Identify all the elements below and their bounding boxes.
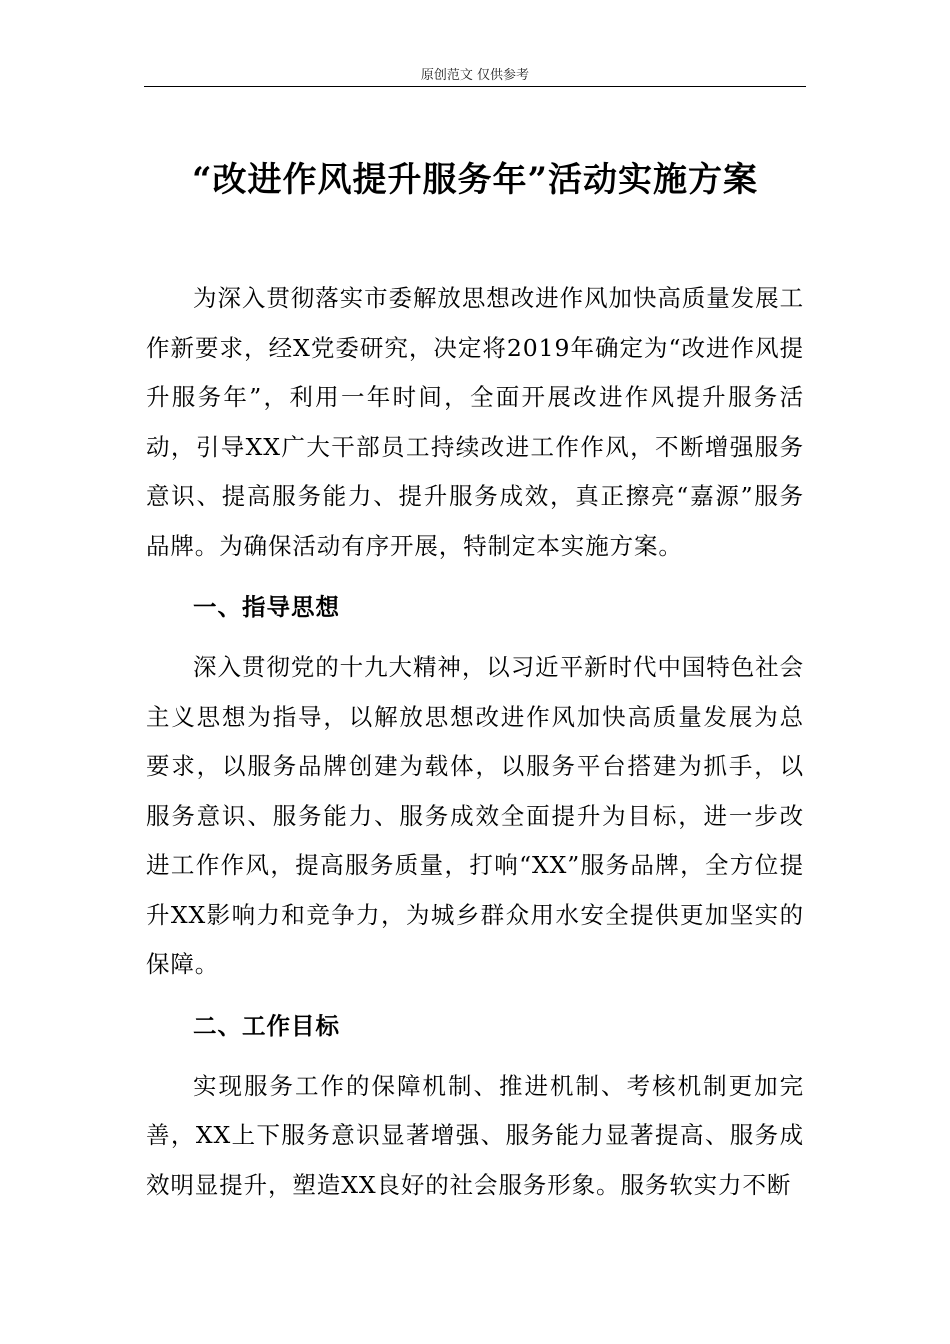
section-paragraph-guiding-thought: 深入贯彻党的十九大精神，以习近平新时代中国特色社会主义思想为指导，以解放思想改进作风加快高质量发展为总要求，以服务品牌创建为载体，以服务平台搭建为抓手，以服务意识、服务能力、服务成效全面提升为目标，进一步改进工作作风，提高服务质量，打响“XX”服务品牌，全方位提升XX影响力和竞争力，为城乡群众用水安全提供更加坚实的保障。 xyxy=(146,653,804,978)
section-paragraph-work-goals: 实现服务工作的保障机制、推进机制、考核机制更加完善，XX上下服务意识显著增强、服务能力显著提高、服务成效明显提升，塑造XX良好的社会服务形象。服务软实力不断 xyxy=(146,1071,804,1199)
section-heading-work-goals: 二、工作目标 xyxy=(193,1011,340,1040)
document-body xyxy=(146,274,804,1334)
intro-paragraph: 为深入贯彻落实市委解放思想改进作风加快高质量发展工作新要求，经X党委研究，决定将2019年确定为“改进作风提升服务年”，利用一年时间，全面开展改进作风提升服务活动，引导XX广大干部员工持续改进工作作风，不断增强服务意识、提高服务能力、提升服务成效，真正擦亮“嘉源”服务品牌。为确保活动有序开展，特制定本实施方案。 xyxy=(146,284,804,560)
header-text: 原创范文 仅供参考 xyxy=(420,68,530,83)
document-title: “改进作风提升服务年”活动实施方案 xyxy=(191,160,759,200)
section-heading-guiding-thought: 一、指导思想 xyxy=(193,593,340,621)
page-header xyxy=(144,66,806,87)
